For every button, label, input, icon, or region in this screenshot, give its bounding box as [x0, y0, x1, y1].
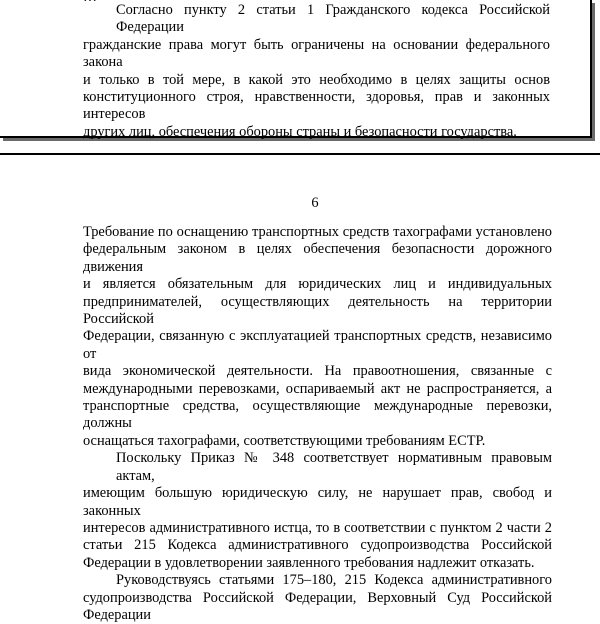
text-line: и является обязательным для юридических лиц и индивидуальных: [83, 276, 552, 293]
text-line: статьи 215 Кодекса административного судопроизводства Российской: [83, 537, 552, 554]
text-line: федеральным законом в целях обеспечения безопасности дорожного движения: [83, 241, 552, 275]
text-line: других лиц, обеспечения обороны страны и безопасности государства.: [83, 123, 517, 140]
text-line: Согласно пункту 2 статьи 1 Гражданского кодекса Российской Федерации: [116, 2, 550, 36]
paragraph-civil-code: [83, 2, 550, 141]
text-line: конституционного строя, нравственности, здоровья, прав и законных интересов: [83, 89, 550, 123]
text-line: Федерации, связанную с эксплуатацией транспортных средств, независимо от: [83, 328, 552, 362]
page-number: 6: [311, 195, 319, 211]
document-page-current: [0, 153, 600, 623]
text-line: вида экономической деятельности. На правоотношения, связанные с: [83, 363, 552, 380]
paragraph-tachograph-requirement: [83, 224, 552, 450]
text-line: оснащаться тахографами, соответствующими требованиям ЕСТР.: [83, 432, 486, 449]
text-line: гражданские права могут быть ограничены на основании федерального закона: [83, 36, 550, 71]
text-line: интересов административного истца, то в соответствии с пунктом 2 части 2: [83, 519, 552, 536]
paragraph-guided-by: [83, 572, 552, 624]
text-line: и только в той мере, в какой это необходимо в целях защиты основ: [83, 71, 550, 88]
document-page-previous: [0, 0, 592, 138]
text-line: международными перевозками, оспариваемый акт не распространяется, а: [83, 380, 552, 397]
text-line: Федерации в удовлетворении заявленного требования надлежит отказать.: [83, 554, 535, 571]
text-line: судопроизводства Российской Федерации, Верховный Суд Российской: [83, 589, 552, 606]
paragraph-order-348: [83, 450, 552, 572]
page-body: [83, 224, 552, 624]
text-line: Требование по оснащению транспортных средств тахографами установлено: [83, 224, 552, 240]
text-line: транспортные средства, осуществляющие международные перевозки, должны: [83, 398, 552, 432]
text-line: Поскольку Приказ № 348 соответствует нормативным правовым актам,: [116, 450, 552, 484]
text-line: Федерации: [83, 606, 151, 623]
text-line: имеющим большую юридическую силу, не нарушает прав, свобод и законных: [83, 485, 552, 519]
text-line: Руководствуясь статьями 175–180, 215 Кодекса административного: [116, 572, 552, 589]
text-line: предпринимателей, осуществляющих деятельность на территории Российской: [83, 293, 552, 328]
